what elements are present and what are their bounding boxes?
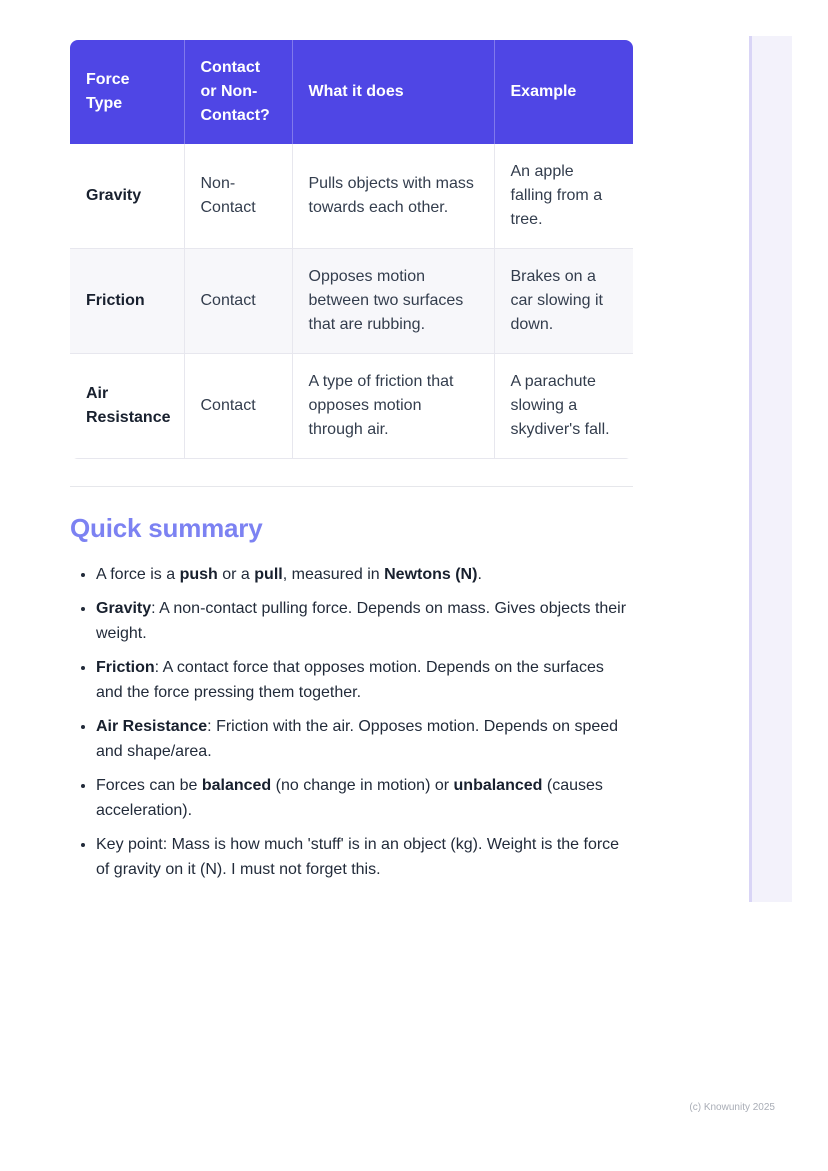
- summary-bullet: • Gravity: A non-contact pulling force. Depends on mass. Gives objects their weight.: [96, 596, 633, 646]
- table-header-cell: Contact or Non-Contact?: [184, 40, 292, 144]
- table-cell: An apple falling from a tree.: [494, 144, 633, 249]
- forces-table-body: [70, 144, 633, 459]
- table-header-cell: Force Type: [70, 40, 184, 144]
- table-cell: Pulls objects with mass towards each other.: [292, 144, 494, 249]
- force-type-cell: Gravity: [70, 144, 184, 249]
- document-content: [70, 40, 633, 891]
- table-row: [70, 144, 633, 249]
- forces-table-head: [70, 40, 633, 144]
- table-row: [70, 249, 633, 354]
- table-header-cell: What it does: [292, 40, 494, 144]
- section-divider: [70, 486, 633, 487]
- table-cell: Opposes motion between two surfaces that are rubbing.: [292, 249, 494, 354]
- table-row: [70, 354, 633, 459]
- summary-bullet: • Friction: A contact force that opposes motion. Depends on the surfaces and the force pressing them together.: [96, 655, 633, 705]
- forces-table: [70, 40, 633, 459]
- summary-bullet: • Forces can be balanced (no change in motion) or unbalanced (causes acceleration).: [96, 773, 633, 823]
- forces-table-wrapper: [70, 40, 633, 459]
- summary-bullet: • A force is a push or a pull, measured in Newtons (N).: [96, 562, 633, 587]
- quick-summary-heading: Quick summary: [70, 513, 263, 543]
- table-cell: Brakes on a car slowing it down.: [494, 249, 633, 354]
- force-type-cell: Air Resistance: [70, 354, 184, 459]
- table-header-row: [70, 40, 633, 144]
- table-header-cell: Example: [494, 40, 633, 144]
- force-type-cell: Friction: [70, 249, 184, 354]
- table-cell: A type of friction that opposes motion through air.: [292, 354, 494, 459]
- copyright-text: (c) Knowunity 2025: [689, 1102, 775, 1113]
- adjacent-page-edge: [749, 36, 792, 902]
- summary-list: [70, 562, 633, 882]
- table-cell: Contact: [184, 354, 292, 459]
- table-cell: Non-Contact: [184, 144, 292, 249]
- table-cell: Contact: [184, 249, 292, 354]
- table-cell: A parachute slowing a skydiver's fall.: [494, 354, 633, 459]
- summary-bullet: • Air Resistance: Friction with the air. Opposes motion. Depends on speed and shape/area.: [96, 714, 633, 764]
- summary-bullet: • Key point: Mass is how much 'stuff' is in an object (kg). Weight is the force of gravity on it (N). I must not forget this.: [96, 832, 633, 882]
